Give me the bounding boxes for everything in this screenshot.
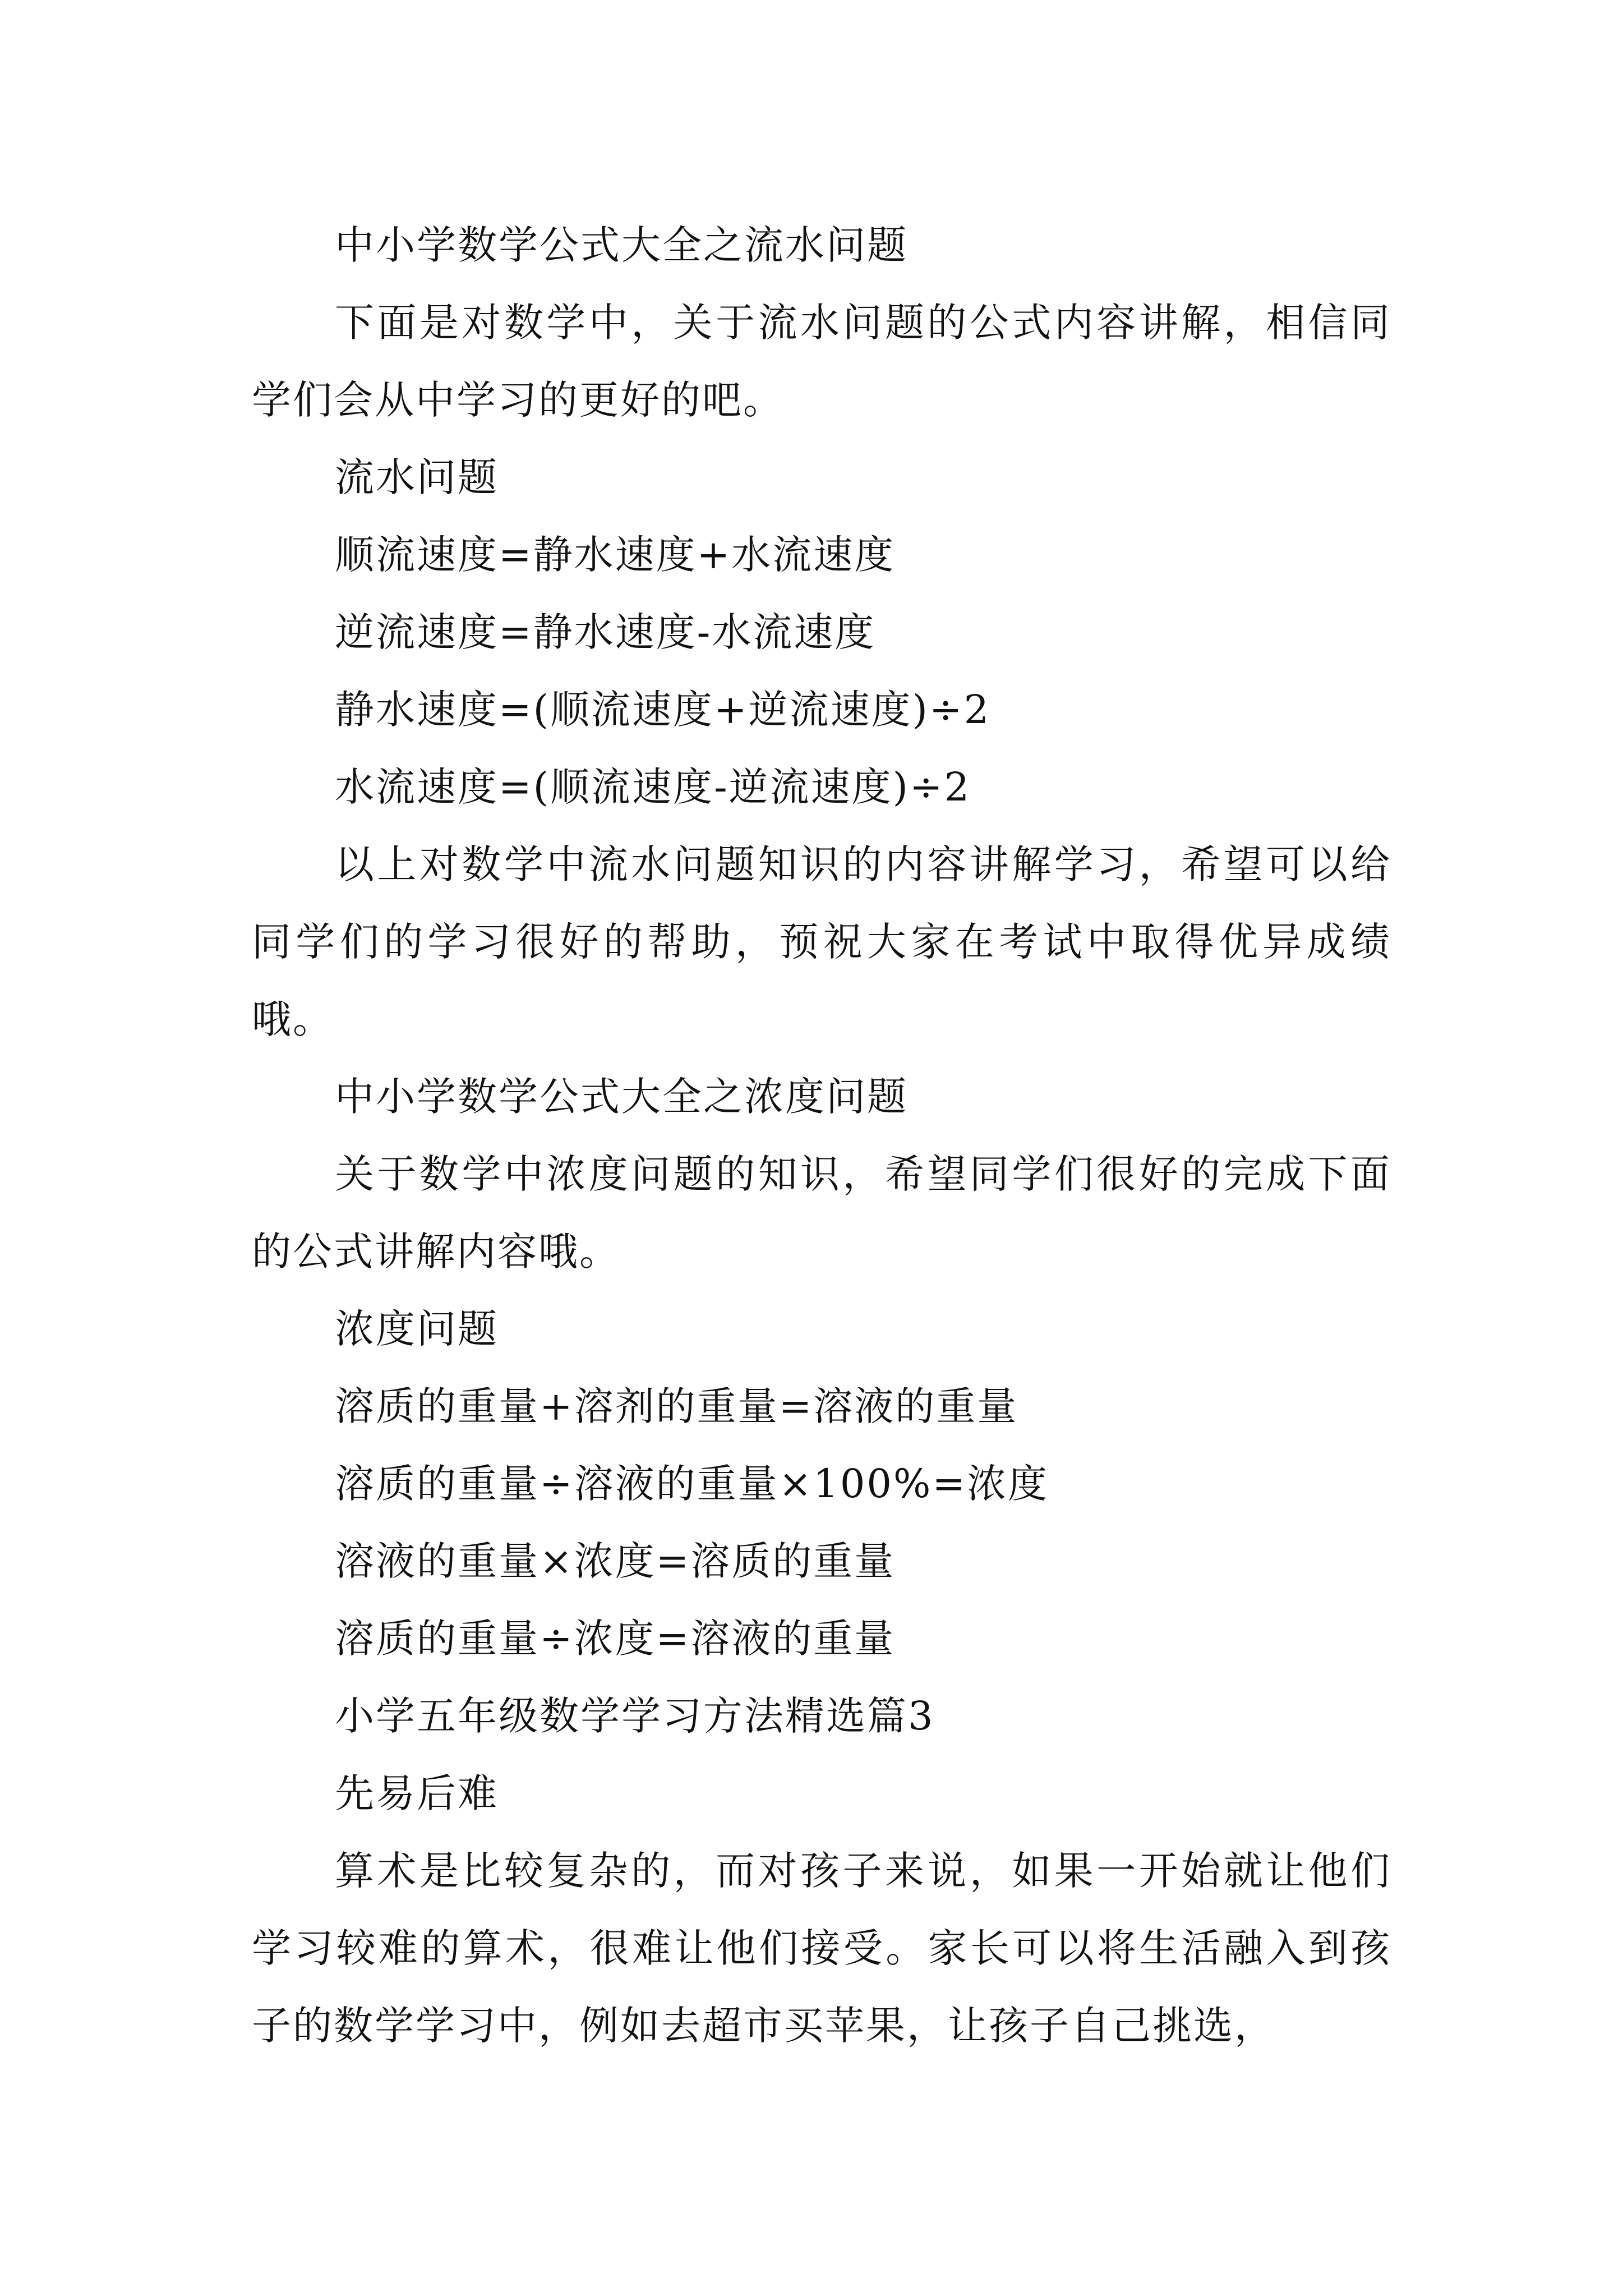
formula-line: 溶质的重量+溶剂的重量=溶液的重量: [335, 1383, 1018, 1429]
subheading-method: 先易后难: [335, 1770, 499, 1816]
formula-line: 水流速度=(顺流速度-逆流速度)÷2: [335, 764, 971, 810]
paragraph-intro-nongdu: 关于数学中浓度问题的知识，希望同学们很好的完成下面的公式讲解内容哦。: [252, 1151, 1391, 1274]
formula-line: 溶质的重量÷浓度=溶液的重量: [335, 1616, 896, 1662]
subheading-nongdu: 浓度问题: [335, 1306, 499, 1352]
formula-line: 溶液的重量×浓度=溶质的重量: [335, 1538, 896, 1584]
formula-line: 静水速度=(顺流速度+逆流速度)÷2: [335, 687, 991, 733]
paragraph-summary-liushui: 以上对数学中流水问题知识的内容讲解学习，希望可以给同学们的学习很好的帮助，预祝大家在考试中取得优异成绩哦。: [252, 841, 1391, 1042]
document-body: [252, 206, 1391, 2064]
paragraph-intro-liushui: 下面是对数学中，关于流水问题的公式内容讲解，相信同学们会从中学习的更好的吧。: [252, 300, 1391, 423]
formula-line: 顺流速度=静水速度+水流速度: [335, 532, 896, 578]
subheading-liushui: 流水问题: [335, 454, 499, 500]
paragraph-method: 算术是比较复杂的，而对孩子来说，如果一开始就让他们学习较难的算术，很难让他们接受。家长可以将生活融入到孩子的数学学习中，例如去超市买苹果，让孩子自己挑选，: [252, 1848, 1391, 2049]
formula-line: 逆流速度=静水速度-水流速度: [335, 609, 876, 655]
section-title-liushui: 中小学数学公式大全之流水问题: [335, 222, 908, 268]
section-title-nongdu: 中小学数学公式大全之浓度问题: [335, 1074, 908, 1120]
formula-line: 溶质的重量÷溶液的重量×100%=浓度: [335, 1461, 1049, 1507]
section-title-method: 小学五年级数学学习方法精选篇3: [335, 1693, 935, 1739]
